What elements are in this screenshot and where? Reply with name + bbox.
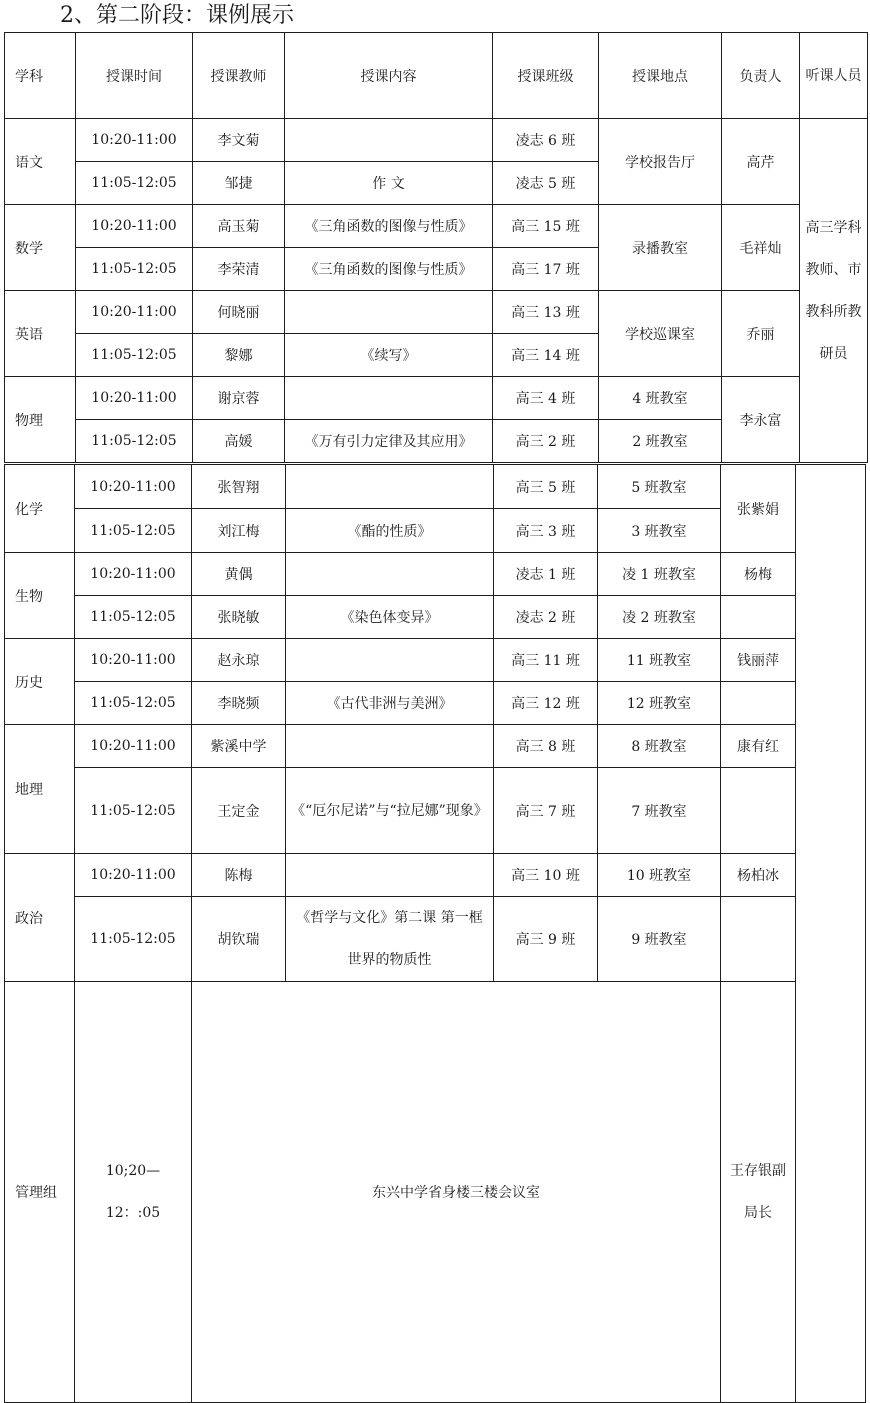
col-header-listeners: 听课人员 xyxy=(800,33,868,119)
table-row xyxy=(5,682,866,725)
location-cell: 学校报告厅 xyxy=(599,119,722,205)
teacher-cell: 李晓频 xyxy=(192,682,286,725)
subject-cell: 管理组 xyxy=(5,982,75,1403)
subject-cell: 政治 xyxy=(5,854,75,982)
location-cell: 10 班教室 xyxy=(598,854,721,897)
class-cell: 高三 17 班 xyxy=(493,248,599,291)
teacher-cell: 高媛 xyxy=(193,420,285,463)
location-cell: 学校巡课室 xyxy=(599,291,722,377)
location-cell: 9 班教室 xyxy=(598,897,721,982)
location-cell: 7 班教室 xyxy=(598,768,721,854)
schedule-table-part-2 xyxy=(4,464,866,1403)
content-cell xyxy=(286,639,494,682)
table-row xyxy=(5,897,866,982)
time-cell: 10:20-11:00 xyxy=(75,725,192,768)
manager-cell: 高芹 xyxy=(722,119,800,205)
teacher-cell: 邹捷 xyxy=(193,162,285,205)
content-cell: 《古代非洲与美洲》 xyxy=(286,682,494,725)
teacher-cell: 李荣清 xyxy=(193,248,285,291)
manager-cell-empty xyxy=(721,768,796,854)
teacher-cell: 张智翔 xyxy=(192,465,286,509)
manager-cell: 毛祥灿 xyxy=(722,205,800,291)
location-cell: 凌 2 班教室 xyxy=(598,596,721,639)
teacher-cell: 李文菊 xyxy=(193,119,285,162)
location-cell: 凌 1 班教室 xyxy=(598,553,721,596)
manager-cell: 乔丽 xyxy=(722,291,800,377)
class-cell: 凌志 2 班 xyxy=(494,596,598,639)
table-row xyxy=(5,639,866,682)
subject-cell: 语文 xyxy=(5,119,76,205)
teacher-cell: 黎娜 xyxy=(193,334,285,377)
teacher-cell: 高玉菊 xyxy=(193,205,285,248)
class-cell: 高三 10 班 xyxy=(494,854,598,897)
teacher-cell: 紫溪中学 xyxy=(192,725,286,768)
subject-cell: 数学 xyxy=(5,205,76,291)
table-header-row xyxy=(5,33,868,119)
content-cell: 《染色体变异》 xyxy=(286,596,494,639)
table-row xyxy=(5,854,866,897)
table-row xyxy=(5,596,866,639)
table-row xyxy=(5,119,868,162)
subject-cell: 物理 xyxy=(5,377,76,463)
location-cell: 5 班教室 xyxy=(598,465,721,509)
table-row xyxy=(5,465,866,509)
col-header-time: 授课时间 xyxy=(76,33,193,119)
time-cell: 10:20-11:00 xyxy=(75,553,192,596)
time-cell: 11:05-12:05 xyxy=(75,768,192,854)
teacher-cell: 王定金 xyxy=(192,768,286,854)
location-cell: 4 班教室 xyxy=(599,377,722,420)
class-cell: 高三 2 班 xyxy=(493,420,599,463)
time-cell: 11:05-12:05 xyxy=(75,682,192,725)
teacher-cell: 何晓丽 xyxy=(193,291,285,334)
class-cell: 高三 7 班 xyxy=(494,768,598,854)
time-cell: 11:05-12:05 xyxy=(75,897,192,982)
section-heading: 2、第二阶段：课例展示 xyxy=(60,3,294,28)
manager-cell: 康有红 xyxy=(721,725,796,768)
teacher-cell: 黄偶 xyxy=(192,553,286,596)
subject-cell: 生物 xyxy=(5,553,75,639)
class-cell: 高三 14 班 xyxy=(493,334,599,377)
content-cell xyxy=(285,291,493,334)
col-header-subject: 学科 xyxy=(5,33,76,119)
class-cell: 高三 4 班 xyxy=(493,377,599,420)
col-header-teacher: 授课教师 xyxy=(193,33,285,119)
class-cell: 高三 3 班 xyxy=(494,509,598,553)
time-cell: 10:20-11:00 xyxy=(76,291,193,334)
content-cell xyxy=(286,465,494,509)
schedule-table-part-1 xyxy=(4,32,868,463)
location-cell: 录播教室 xyxy=(599,205,722,291)
content-cell xyxy=(285,377,493,420)
class-cell: 高三 13 班 xyxy=(493,291,599,334)
manager-cell: 张紫娟 xyxy=(721,465,796,553)
table-row xyxy=(5,553,866,596)
content-cell: 《三角函数的图像与性质》 xyxy=(285,248,493,291)
class-cell: 高三 5 班 xyxy=(494,465,598,509)
location-cell: 3 班教室 xyxy=(598,509,721,553)
class-cell: 高三 9 班 xyxy=(494,897,598,982)
location-cell: 东兴中学省身楼三楼会议室 xyxy=(192,982,721,1403)
management-row xyxy=(5,982,866,1403)
time-cell: 10:20-11:00 xyxy=(75,465,192,509)
listeners-cell: 高三学科教师、市教科所教研员 xyxy=(800,119,868,463)
manager-cell: 杨梅 xyxy=(721,553,796,596)
location-cell: 8 班教室 xyxy=(598,725,721,768)
content-cell: 《三角函数的图像与性质》 xyxy=(285,205,493,248)
content-cell xyxy=(285,119,493,162)
teacher-cell: 谢京蓉 xyxy=(193,377,285,420)
listeners-cell-empty xyxy=(796,465,866,1403)
col-header-location: 授课地点 xyxy=(599,33,722,119)
class-cell: 高三 12 班 xyxy=(494,682,598,725)
manager-cell: 钱丽萍 xyxy=(721,639,796,682)
content-cell xyxy=(286,854,494,897)
time-cell: 11:05-12:05 xyxy=(76,248,193,291)
location-cell: 12 班教室 xyxy=(598,682,721,725)
content-cell: 《“厄尔尼诺”与“拉尼娜”现象》 xyxy=(286,768,494,854)
table-row xyxy=(5,768,866,854)
class-cell: 凌志 1 班 xyxy=(494,553,598,596)
content-cell: 《哲学与文化》第二课 第一框 世界的物质性 xyxy=(286,897,494,982)
time-cell: 11:05-12:05 xyxy=(76,162,193,205)
class-cell: 凌志 6 班 xyxy=(493,119,599,162)
time-cell: 10:20-11:00 xyxy=(75,854,192,897)
time-cell: 11:05-12:05 xyxy=(76,334,193,377)
time-cell: 11:05-12:05 xyxy=(75,509,192,553)
manager-cell-empty xyxy=(721,596,796,639)
subject-cell: 英语 xyxy=(5,291,76,377)
col-header-manager: 负责人 xyxy=(722,33,800,119)
manager-cell: 杨柏冰 xyxy=(721,854,796,897)
content-cell: 《续写》 xyxy=(285,334,493,377)
time-cell: 11:05-12:05 xyxy=(75,596,192,639)
teacher-cell: 陈梅 xyxy=(192,854,286,897)
time-cell: 11:05-12:05 xyxy=(76,420,193,463)
subject-cell: 历史 xyxy=(5,639,75,725)
table-row xyxy=(5,725,866,768)
class-cell: 高三 8 班 xyxy=(494,725,598,768)
teacher-cell: 赵永琼 xyxy=(192,639,286,682)
content-cell xyxy=(286,725,494,768)
class-cell: 高三 11 班 xyxy=(494,639,598,682)
time-cell: 10:20-11:00 xyxy=(76,119,193,162)
manager-cell: 李永富 xyxy=(722,377,800,463)
class-cell: 高三 15 班 xyxy=(493,205,599,248)
teacher-cell: 胡钦瑞 xyxy=(192,897,286,982)
content-cell: 《万有引力定律及其应用》 xyxy=(285,420,493,463)
col-header-class: 授课班级 xyxy=(493,33,599,119)
subject-cell: 化学 xyxy=(5,465,75,553)
manager-cell: 王存银副局长 xyxy=(721,982,796,1403)
subject-cell: 地理 xyxy=(5,725,75,854)
time-cell: 10:20-11:00 xyxy=(76,377,193,420)
manager-cell-empty xyxy=(721,897,796,982)
col-header-content: 授课内容 xyxy=(285,33,493,119)
time-cell: 10;20—12：:05 xyxy=(75,982,192,1403)
content-cell: 作 文 xyxy=(285,162,493,205)
location-cell: 2 班教室 xyxy=(599,420,722,463)
teacher-cell: 刘江梅 xyxy=(192,509,286,553)
manager-cell-empty xyxy=(721,682,796,725)
content-cell: 《酯的性质》 xyxy=(286,509,494,553)
table-row xyxy=(5,291,868,334)
content-cell xyxy=(286,553,494,596)
teacher-cell: 张晓敏 xyxy=(192,596,286,639)
time-cell: 10:20-11:00 xyxy=(75,639,192,682)
time-cell: 10:20-11:00 xyxy=(76,205,193,248)
location-cell: 11 班教室 xyxy=(598,639,721,682)
table-row xyxy=(5,205,868,248)
table-row xyxy=(5,377,868,420)
class-cell: 凌志 5 班 xyxy=(493,162,599,205)
